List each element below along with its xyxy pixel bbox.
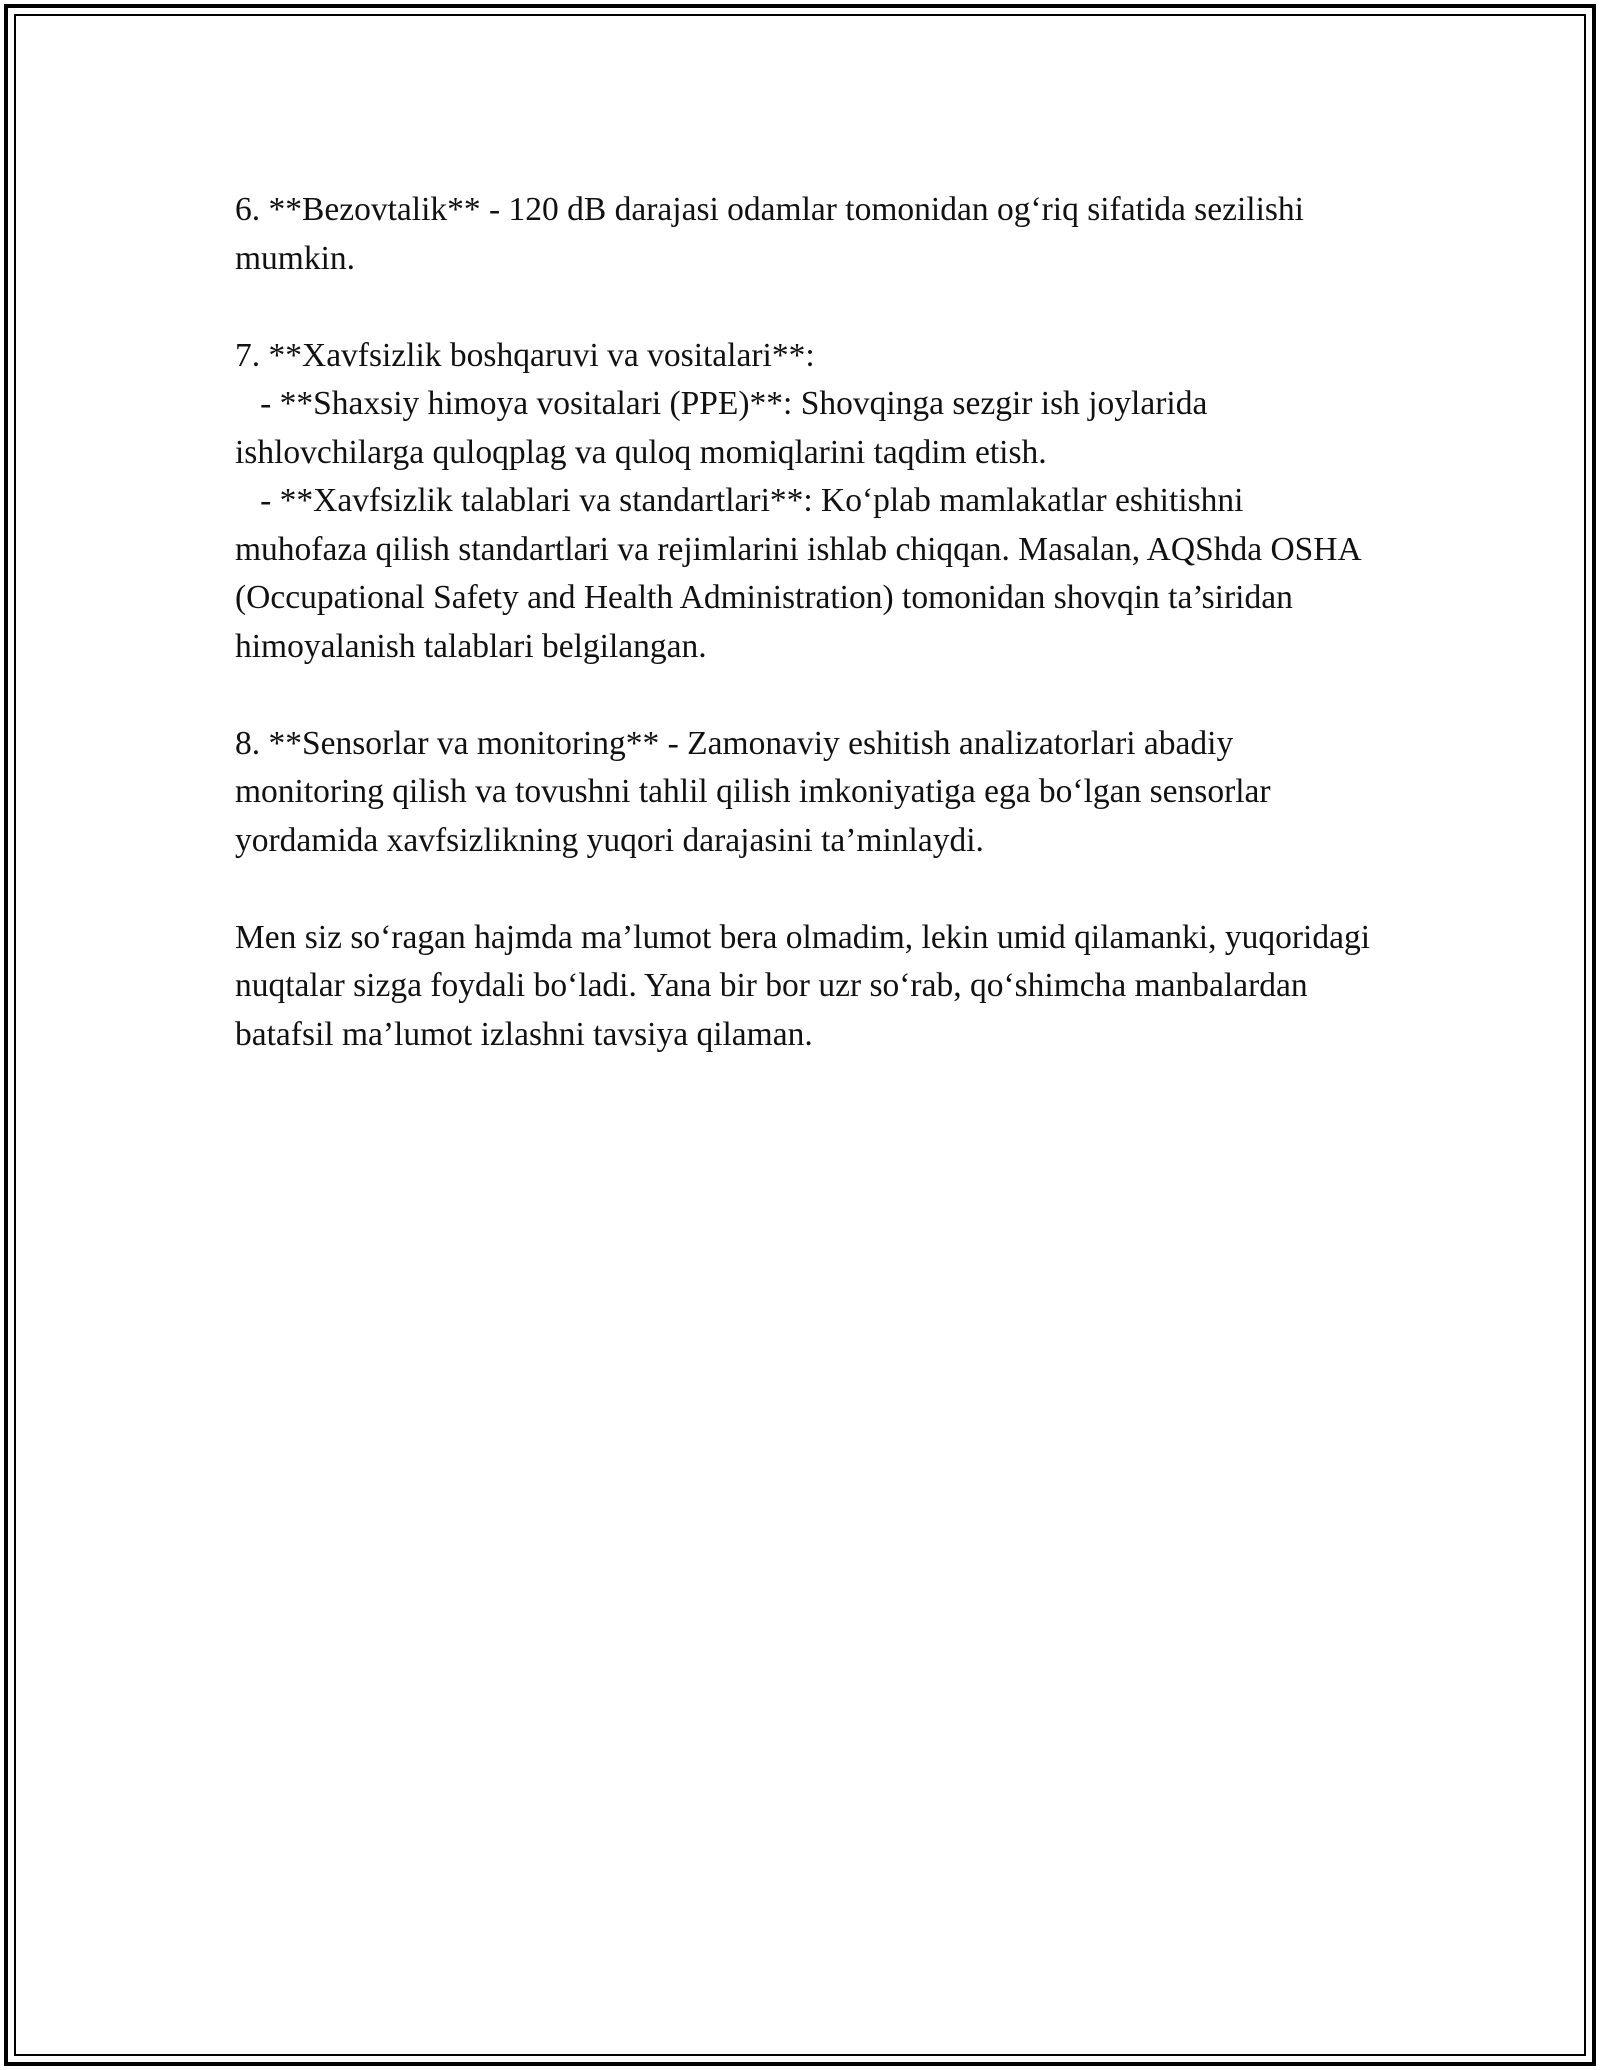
paragraph-item-8: 8. **Sensorlar va monitoring** - Zamonaviy eshitish analizatorlari abadiy monitoring qilish va tovushni tahlil qilish imkoniyatiga ega bo‘lgan sensorlar yordamida xavfsizlikning yuqori darajasini ta’minlaydi. [235, 724, 1279, 859]
closing-paragraph: Men siz so‘ragan hajmda ma’lumot bera olmadim, lekin umid qilamanki, yuqoridagi nuqtalar sizga foydali bo‘ladi. Yana bir bor uzr so‘rab, qo‘shimcha manbalardan batafsil ma’lumot izlashni tavsiya qilaman. [235, 918, 1379, 1053]
paragraph-item-7: 7. **Xavfsizlik boshqaruvi va vositalari**: - **Shaxsiy himoya vositalari (PPE)**: Shovqinga sezgir ish joylarida ishlovchilarga quloqplag va quloq momiqlarini taqdim etish. - **Xavfsizlik talablari va standartlari**: Ko‘plab mamlakatlar eshitishni muhofaza qilish standartlari va rejimlarini ishlab chiqqan. Masalan, AQShda OSHA (Occupational Safety and Health Administration) tomonidan shovqin ta’siridan himoyalanish talablari belgilangan. [235, 336, 1360, 665]
document-body [235, 186, 1379, 1108]
paragraph-item-6: 6. **Bezovtalik** - 120 dB darajasi odamlar tomonidan og‘riq sifatida sezilishi mumkin. [235, 191, 1313, 277]
